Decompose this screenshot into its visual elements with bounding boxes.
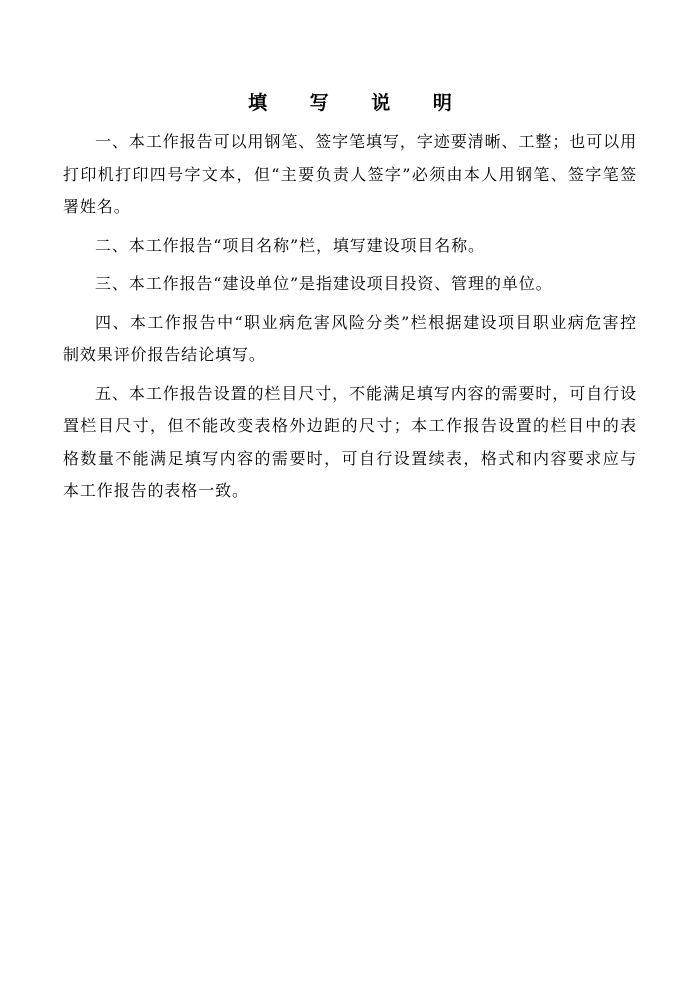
instruction-paragraph-1: 一、本工作报告可以用钢笔、签字笔填写，字迹要清晰、工整；也可以用打印机打印四号字文本，但“主要负责人签字”必须由本人用钢笔、签字笔签署姓名。 — [63, 132, 637, 216]
instruction-paragraph-4: 四、本工作报告中“职业病危害风险分类”栏根据建设项目职业病危害控制效果评价报告结论填写。 — [63, 312, 637, 364]
instruction-paragraph-3: 三、本工作报告“建设单位”是指建设项目投资、管理的单位。 — [95, 274, 553, 293]
instructions-body — [63, 126, 637, 508]
page-title: 填 写 说 明 — [248, 92, 470, 114]
instruction-paragraph-5: 五、本工作报告设置的栏目尺寸，不能满足填写内容的需要时，可自行设置栏目尺寸，但不能改变表格外边距的尺寸；本工作报告设置的栏目中的表格数量不能满足填写内容的需要时，可自行设置续表，格式和内容要求应与本工作报告的表格一致。 — [63, 383, 637, 500]
instruction-paragraph-2: 二、本工作报告“项目名称”栏，填写建设项目名称。 — [95, 235, 485, 255]
